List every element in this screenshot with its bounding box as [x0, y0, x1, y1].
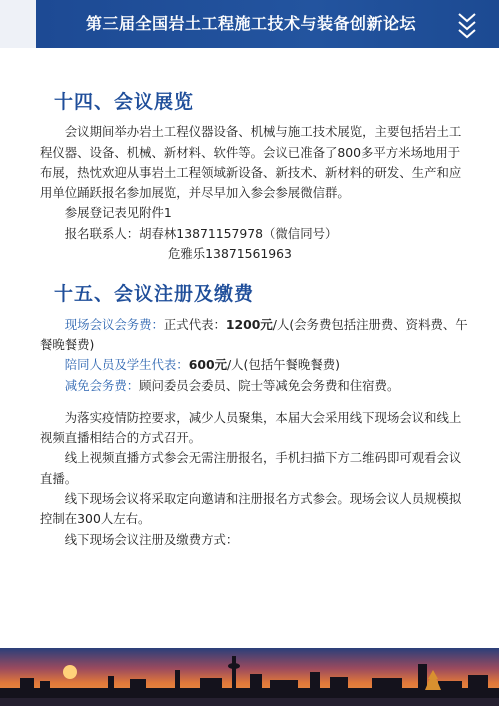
contact-line	[40, 224, 470, 244]
page-header	[0, 0, 499, 48]
double-chevron-down-icon[interactable]	[453, 8, 481, 40]
contact-secondary: 危雅乐13871561963	[168, 246, 292, 262]
onsite-fee-prefix: 正式代表：	[163, 316, 226, 332]
onsite-fee-line	[40, 315, 470, 356]
onsite-invite-paragraph: 线下现场会议将采取定向邀请和注册报名方式参会。现场会议人员规模拟控制在300人左右。	[40, 491, 462, 527]
waiver-text: 顾问委员会委员、院士等减免会务费和住宿费。	[139, 377, 400, 393]
city-skyline-banner	[0, 648, 499, 706]
onsite-fee-detail: /人(会务费包括注册费、资料费、午餐晚餐费)	[40, 316, 468, 352]
onsite-fee-label: 现场会议会务费：	[64, 316, 164, 332]
attachment-note: 参展登记表见附件1	[64, 205, 172, 221]
exhibition-paragraph: 会议期间举办岩土工程仪器设备、机械与施工技术展览，主要包括岩土工程仪器、设备、机械、新材料、软件等。会议已准备了800多平方米场地用于布展，热忱欢迎从事岩土工程领域新设备、新技术、新材料的研发、生产和应用单位踊跃报名参加展览，并尽早加入参会参展微信群。	[40, 124, 462, 201]
section-title-exhibition: 十四、会议展览	[54, 91, 195, 113]
spacer	[40, 264, 470, 284]
header-title: 第三届全国岩土工程施工技术与装备创新论坛	[86, 14, 417, 33]
contact-label: 报名联系人：	[64, 225, 140, 241]
onsite-fee-amount: 1200元	[225, 316, 273, 332]
companion-fee-detail: /人(包括午餐晚餐费)	[226, 357, 340, 373]
spacer	[40, 396, 470, 408]
livestream-paragraph: 线上视频直播方式参会无需注册报名，手机扫描下方二维码即可观看会议直播。	[40, 450, 462, 486]
section-title-registration: 十五、会议注册及缴费	[54, 283, 255, 306]
companion-fee-line	[40, 355, 470, 375]
covid-paragraph: 为落实疫情防控要求，减少人员聚集，本届大会采用线下现场会议和线上视频直播相结合的方式召开。	[40, 409, 462, 446]
companion-fee-amount: 600元	[188, 357, 227, 373]
waiver-line	[40, 376, 470, 396]
registration-method-heading: 线下现场会议注册及缴费方式：	[64, 531, 239, 547]
companion-fee-label: 陪同人员及学生代表：	[64, 357, 189, 373]
waiver-label: 减免会务费：	[64, 377, 140, 393]
contact-primary: 胡春林13871157978（微信同号）	[139, 225, 338, 241]
document-body	[40, 92, 470, 550]
